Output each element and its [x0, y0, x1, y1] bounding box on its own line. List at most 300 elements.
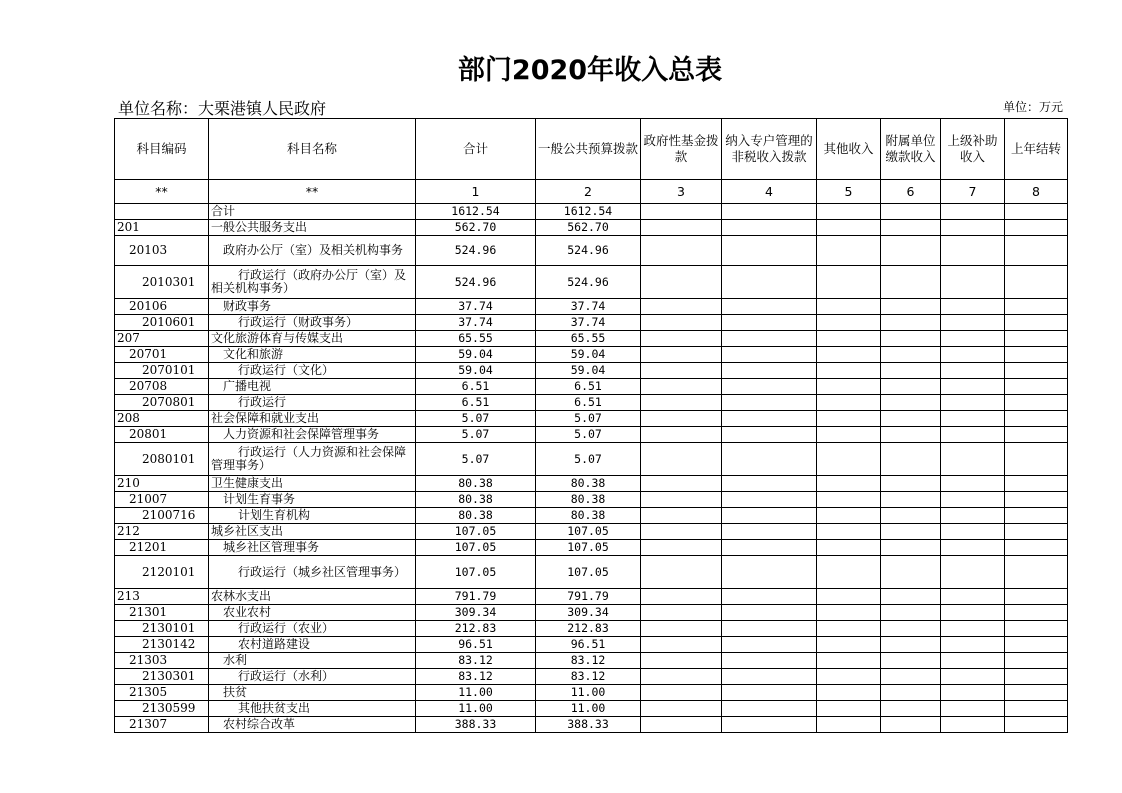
general-budget-amount: 791.79	[536, 589, 641, 605]
empty-cell	[722, 204, 817, 220]
total-amount: 11.00	[416, 685, 536, 701]
table-row	[115, 653, 1068, 669]
empty-cell	[641, 443, 722, 476]
subject-name: 其他扶贫支出	[238, 701, 311, 715]
empty-cell	[722, 685, 817, 701]
table-row	[115, 637, 1068, 653]
subject-name: 行政运行（农业）	[238, 621, 335, 635]
empty-cell	[881, 492, 941, 508]
empty-cell	[641, 605, 722, 621]
empty-cell	[641, 476, 722, 492]
total-amount: 5.07	[416, 443, 536, 476]
total-amount: 96.51	[416, 637, 536, 653]
column-index-row	[115, 180, 1068, 204]
subject-name-cell	[209, 524, 416, 540]
subject-name-cell	[209, 363, 416, 379]
empty-cell	[881, 685, 941, 701]
empty-cell	[641, 492, 722, 508]
general-budget-amount: 524.96	[536, 266, 641, 299]
empty-cell	[722, 524, 817, 540]
empty-cell	[817, 220, 881, 236]
empty-cell	[881, 266, 941, 299]
empty-cell	[817, 476, 881, 492]
empty-cell	[941, 669, 1005, 685]
empty-cell	[641, 540, 722, 556]
general-budget-amount: 107.05	[536, 556, 641, 589]
subject-code: 20103	[115, 236, 209, 266]
empty-cell	[1005, 220, 1068, 236]
empty-cell	[881, 363, 941, 379]
subject-code: 21201	[115, 540, 209, 556]
subject-code: 20701	[115, 347, 209, 363]
table-row	[115, 379, 1068, 395]
empty-cell	[881, 637, 941, 653]
table-row	[115, 605, 1068, 621]
subject-name-cell	[209, 476, 416, 492]
empty-cell	[941, 701, 1005, 717]
empty-cell	[941, 524, 1005, 540]
empty-cell	[941, 443, 1005, 476]
empty-cell	[941, 299, 1005, 315]
empty-cell	[817, 315, 881, 331]
empty-cell	[722, 427, 817, 443]
subject-name: 农村道路建设	[238, 637, 311, 651]
empty-cell	[817, 701, 881, 717]
empty-cell	[722, 701, 817, 717]
empty-cell	[941, 717, 1005, 733]
subject-name-cell	[209, 492, 416, 508]
total-amount: 107.05	[416, 524, 536, 540]
table-row	[115, 669, 1068, 685]
empty-cell	[722, 476, 817, 492]
general-budget-amount: 6.51	[536, 379, 641, 395]
subject-code	[115, 204, 209, 220]
subject-code: 213	[115, 589, 209, 605]
subject-name-cell	[209, 653, 416, 669]
empty-cell	[1005, 524, 1068, 540]
empty-cell	[941, 605, 1005, 621]
subject-name-cell	[209, 220, 416, 236]
general-budget-amount: 80.38	[536, 492, 641, 508]
empty-cell	[941, 508, 1005, 524]
empty-cell	[817, 540, 881, 556]
empty-cell	[1005, 443, 1068, 476]
empty-cell	[722, 395, 817, 411]
table-row	[115, 717, 1068, 733]
empty-cell	[1005, 508, 1068, 524]
total-amount: 83.12	[416, 669, 536, 685]
empty-cell	[641, 204, 722, 220]
empty-cell	[722, 299, 817, 315]
subject-name: 行政运行（财政事务）	[238, 315, 359, 329]
empty-cell	[722, 540, 817, 556]
total-amount: 1612.54	[416, 204, 536, 220]
empty-cell	[641, 637, 722, 653]
empty-cell	[817, 669, 881, 685]
table-row	[115, 363, 1068, 379]
empty-cell	[1005, 395, 1068, 411]
empty-cell	[881, 589, 941, 605]
subject-name-cell	[209, 556, 416, 589]
total-amount: 388.33	[416, 717, 536, 733]
total-amount: 107.05	[416, 556, 536, 589]
column-index: 8	[1005, 180, 1068, 204]
subject-name: 水利	[223, 653, 248, 667]
table-row	[115, 347, 1068, 363]
general-budget-amount: 65.55	[536, 331, 641, 347]
subject-name-cell	[209, 685, 416, 701]
column-index: 3	[641, 180, 722, 204]
column-index: 6	[881, 180, 941, 204]
empty-cell	[881, 443, 941, 476]
table-body	[115, 204, 1068, 733]
empty-cell	[722, 266, 817, 299]
empty-cell	[641, 621, 722, 637]
empty-cell	[1005, 589, 1068, 605]
empty-cell	[1005, 204, 1068, 220]
column-index: 1	[416, 180, 536, 204]
empty-cell	[817, 347, 881, 363]
empty-cell	[941, 427, 1005, 443]
subject-code: 20106	[115, 299, 209, 315]
column-index: **	[209, 180, 416, 204]
subject-name: 卫生健康支出	[211, 476, 284, 490]
subject-name: 文化和旅游	[223, 347, 284, 361]
empty-cell	[1005, 236, 1068, 266]
empty-cell	[722, 347, 817, 363]
subject-name: 人力资源和社会保障管理事务	[223, 427, 380, 441]
empty-cell	[817, 492, 881, 508]
empty-cell	[1005, 717, 1068, 733]
general-budget-amount: 37.74	[536, 315, 641, 331]
subject-name-cell	[209, 236, 416, 266]
subject-code: 208	[115, 411, 209, 427]
empty-cell	[941, 540, 1005, 556]
empty-cell	[722, 589, 817, 605]
empty-cell	[881, 556, 941, 589]
subject-code: 2130142	[115, 637, 209, 653]
total-amount: 791.79	[416, 589, 536, 605]
total-amount: 524.96	[416, 236, 536, 266]
empty-cell	[941, 621, 1005, 637]
total-amount: 6.51	[416, 379, 536, 395]
subject-code: 21305	[115, 685, 209, 701]
empty-cell	[817, 395, 881, 411]
subject-name: 农林水支出	[211, 589, 272, 603]
subject-name-cell	[209, 315, 416, 331]
empty-cell	[1005, 653, 1068, 669]
empty-cell	[881, 717, 941, 733]
empty-cell	[941, 395, 1005, 411]
empty-cell	[881, 540, 941, 556]
empty-cell	[722, 331, 817, 347]
general-budget-amount: 83.12	[536, 669, 641, 685]
empty-cell	[1005, 299, 1068, 315]
total-amount: 6.51	[416, 395, 536, 411]
table-row	[115, 299, 1068, 315]
subject-name: 农村综合改革	[223, 717, 296, 731]
empty-cell	[881, 331, 941, 347]
table-row	[115, 315, 1068, 331]
subject-name: 行政运行（政府办公厅（室）及相关机构事务）	[211, 268, 407, 295]
header-cell: 上级补助收入	[941, 119, 1005, 180]
empty-cell	[817, 589, 881, 605]
general-budget-amount: 11.00	[536, 701, 641, 717]
subject-code: 2070801	[115, 395, 209, 411]
table-row	[115, 204, 1068, 220]
subject-name-cell	[209, 589, 416, 605]
subject-name-cell	[209, 331, 416, 347]
subject-code: 2100716	[115, 508, 209, 524]
subject-name: 行政运行（城乡社区管理事务）	[238, 564, 407, 579]
column-index: 2	[536, 180, 641, 204]
empty-cell	[817, 411, 881, 427]
empty-cell	[941, 685, 1005, 701]
subject-code: 2130599	[115, 701, 209, 717]
empty-cell	[881, 220, 941, 236]
empty-cell	[817, 556, 881, 589]
subject-name-cell	[209, 299, 416, 315]
empty-cell	[817, 331, 881, 347]
general-budget-amount: 6.51	[536, 395, 641, 411]
empty-cell	[941, 411, 1005, 427]
subject-name: 行政运行（文化）	[238, 363, 335, 377]
empty-cell	[641, 411, 722, 427]
subject-name: 文化旅游体育与传媒支出	[211, 331, 344, 345]
empty-cell	[641, 556, 722, 589]
table-row	[115, 589, 1068, 605]
empty-cell	[817, 605, 881, 621]
subject-name-cell	[209, 717, 416, 733]
empty-cell	[1005, 621, 1068, 637]
total-amount: 37.74	[416, 299, 536, 315]
empty-cell	[817, 363, 881, 379]
empty-cell	[641, 315, 722, 331]
empty-cell	[881, 299, 941, 315]
subject-code: 2130101	[115, 621, 209, 637]
empty-cell	[641, 299, 722, 315]
subject-code: 212	[115, 524, 209, 540]
header-cell: 合计	[416, 119, 536, 180]
subject-code: 2010301	[115, 266, 209, 299]
subject-name: 社会保障和就业支出	[211, 411, 320, 425]
empty-cell	[722, 363, 817, 379]
column-index: 7	[941, 180, 1005, 204]
empty-cell	[722, 236, 817, 266]
empty-cell	[1005, 427, 1068, 443]
subject-name-cell	[209, 443, 416, 476]
empty-cell	[722, 379, 817, 395]
total-amount: 309.34	[416, 605, 536, 621]
general-budget-amount: 388.33	[536, 717, 641, 733]
general-budget-amount: 562.70	[536, 220, 641, 236]
empty-cell	[881, 236, 941, 266]
empty-cell	[941, 363, 1005, 379]
subject-code: 2130301	[115, 669, 209, 685]
total-amount: 107.05	[416, 540, 536, 556]
empty-cell	[641, 508, 722, 524]
empty-cell	[641, 717, 722, 733]
total-amount: 65.55	[416, 331, 536, 347]
subject-code: 201	[115, 220, 209, 236]
subject-name: 政府办公厅（室）及相关机构事务	[223, 243, 404, 257]
subject-name-cell	[209, 540, 416, 556]
empty-cell	[722, 637, 817, 653]
empty-cell	[1005, 266, 1068, 299]
empty-cell	[1005, 701, 1068, 717]
empty-cell	[641, 685, 722, 701]
empty-cell	[881, 653, 941, 669]
empty-cell	[817, 443, 881, 476]
empty-cell	[722, 556, 817, 589]
subject-name-cell	[209, 204, 416, 220]
subject-code: 2070101	[115, 363, 209, 379]
empty-cell	[1005, 347, 1068, 363]
total-amount: 83.12	[416, 653, 536, 669]
empty-cell	[641, 427, 722, 443]
empty-cell	[881, 621, 941, 637]
empty-cell	[941, 220, 1005, 236]
empty-cell	[722, 443, 817, 476]
general-budget-amount: 83.12	[536, 653, 641, 669]
empty-cell	[1005, 637, 1068, 653]
table-row	[115, 266, 1068, 299]
empty-cell	[1005, 685, 1068, 701]
empty-cell	[722, 315, 817, 331]
empty-cell	[817, 204, 881, 220]
empty-cell	[1005, 331, 1068, 347]
subject-name: 城乡社区管理事务	[223, 540, 320, 554]
empty-cell	[1005, 363, 1068, 379]
subject-code: 2120101	[115, 556, 209, 589]
subject-name-cell	[209, 379, 416, 395]
empty-cell	[722, 653, 817, 669]
table-row	[115, 427, 1068, 443]
empty-cell	[641, 266, 722, 299]
empty-cell	[817, 653, 881, 669]
empty-cell	[641, 236, 722, 266]
subject-code: 21301	[115, 605, 209, 621]
subject-name: 一般公共服务支出	[211, 220, 308, 234]
empty-cell	[641, 379, 722, 395]
total-amount: 80.38	[416, 492, 536, 508]
empty-cell	[722, 220, 817, 236]
empty-cell	[881, 427, 941, 443]
subject-name: 广播电视	[223, 379, 272, 393]
empty-cell	[1005, 492, 1068, 508]
subject-name-cell	[209, 508, 416, 524]
table-row	[115, 395, 1068, 411]
empty-cell	[641, 653, 722, 669]
total-amount: 59.04	[416, 347, 536, 363]
subject-name-cell	[209, 395, 416, 411]
subject-name-cell	[209, 411, 416, 427]
table-row	[115, 621, 1068, 637]
table-row	[115, 331, 1068, 347]
total-amount: 80.38	[416, 508, 536, 524]
empty-cell	[817, 524, 881, 540]
empty-cell	[1005, 669, 1068, 685]
subject-code: 207	[115, 331, 209, 347]
subject-name: 行政运行（人力资源和社会保障管理事务）	[211, 445, 407, 472]
empty-cell	[722, 508, 817, 524]
empty-cell	[941, 236, 1005, 266]
subject-name-cell	[209, 347, 416, 363]
empty-cell	[881, 315, 941, 331]
subject-code: 21303	[115, 653, 209, 669]
empty-cell	[1005, 540, 1068, 556]
subject-name: 行政运行	[238, 395, 287, 409]
table-row	[115, 220, 1068, 236]
header-cell: 政府性基金拨款	[641, 119, 722, 180]
header-cell: 附属单位缴款收入	[881, 119, 941, 180]
header-cell: 上年结转	[1005, 119, 1068, 180]
general-budget-amount: 107.05	[536, 524, 641, 540]
page-title: 部门2020年收入总表	[457, 55, 723, 86]
general-budget-amount: 107.05	[536, 540, 641, 556]
empty-cell	[881, 204, 941, 220]
empty-cell	[817, 637, 881, 653]
subject-code: 21007	[115, 492, 209, 508]
subject-code: 210	[115, 476, 209, 492]
general-budget-amount: 11.00	[536, 685, 641, 701]
empty-cell	[641, 220, 722, 236]
empty-cell	[1005, 556, 1068, 589]
general-budget-amount: 5.07	[536, 427, 641, 443]
subject-code: 2080101	[115, 443, 209, 476]
empty-cell	[817, 685, 881, 701]
header-cell: 科目名称	[209, 119, 416, 180]
empty-cell	[941, 556, 1005, 589]
subject-name: 计划生育机构	[238, 508, 311, 522]
table-row	[115, 411, 1068, 427]
subject-code: 21307	[115, 717, 209, 733]
subject-name: 计划生育事务	[223, 492, 296, 506]
empty-cell	[817, 236, 881, 266]
empty-cell	[941, 589, 1005, 605]
table-row	[115, 685, 1068, 701]
empty-cell	[1005, 315, 1068, 331]
header-cell: 一般公共预算拨款	[536, 119, 641, 180]
empty-cell	[641, 524, 722, 540]
total-amount: 524.96	[416, 266, 536, 299]
empty-cell	[722, 411, 817, 427]
empty-cell	[817, 621, 881, 637]
table-row	[115, 443, 1068, 476]
table-row	[115, 508, 1068, 524]
empty-cell	[941, 347, 1005, 363]
empty-cell	[881, 605, 941, 621]
header-row	[115, 119, 1068, 180]
header-cell: 纳入专户管理的非税收入拨款	[722, 119, 817, 180]
empty-cell	[1005, 411, 1068, 427]
total-amount: 80.38	[416, 476, 536, 492]
general-budget-amount: 59.04	[536, 363, 641, 379]
empty-cell	[817, 717, 881, 733]
subject-name-cell	[209, 669, 416, 685]
empty-cell	[941, 492, 1005, 508]
subject-code: 2010601	[115, 315, 209, 331]
empty-cell	[817, 379, 881, 395]
total-amount: 11.00	[416, 701, 536, 717]
empty-cell	[1005, 379, 1068, 395]
empty-cell	[641, 669, 722, 685]
empty-cell	[941, 379, 1005, 395]
empty-cell	[641, 395, 722, 411]
empty-cell	[641, 589, 722, 605]
subject-code: 20708	[115, 379, 209, 395]
table-row	[115, 524, 1068, 540]
